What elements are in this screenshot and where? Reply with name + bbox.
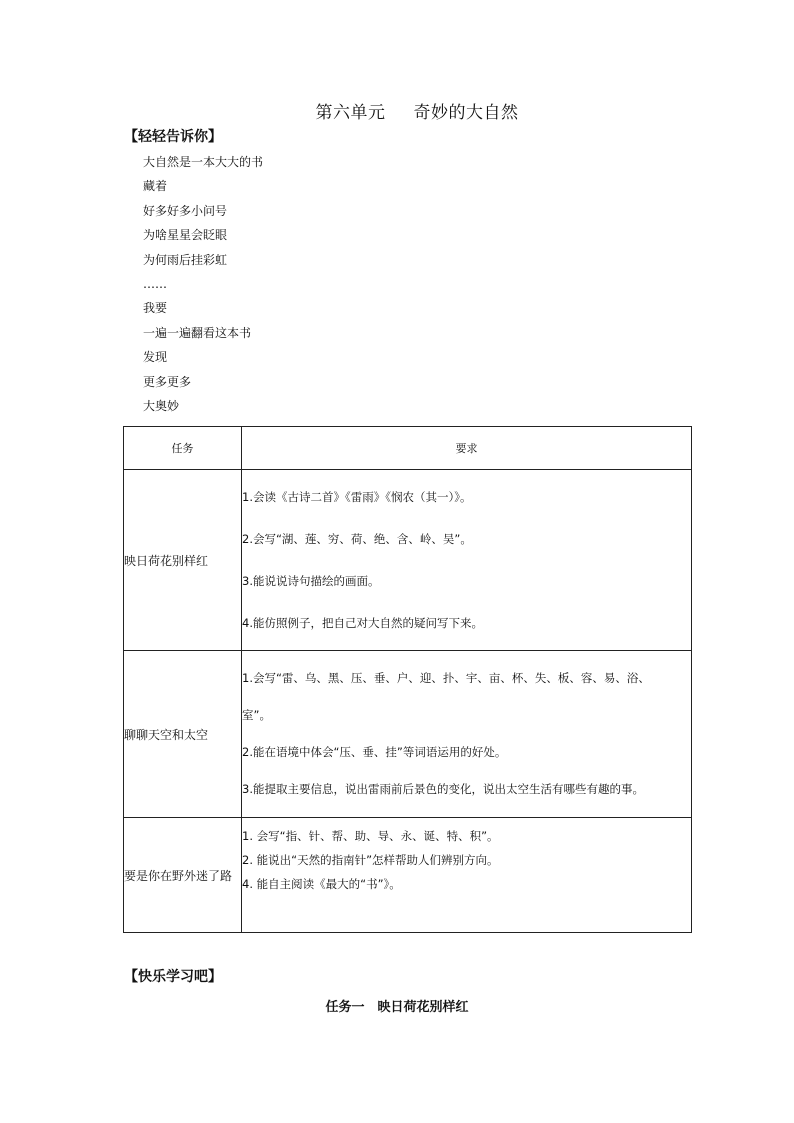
page-title — [20, 98, 794, 123]
poem-line: 大奥妙 — [143, 398, 180, 413]
requirement-item: 3.能提取主要信息，说出雷雨前后景色的变化，说出太空生活有哪些有趣的事。 — [242, 782, 644, 796]
poem-line: 好多好多小问号 — [143, 203, 228, 218]
poem-line: 为何雨后挂彩虹 — [143, 252, 228, 267]
requirement-item: 1.会写“雷、乌、黑、压、垂、户、迎、扑、宇、亩、杯、失、板、容、易、浴、 — [242, 671, 650, 685]
requirement-item: 2. 能说出“天然的指南针”怎样帮助人们辨别方向。 — [242, 853, 499, 867]
poem — [143, 153, 263, 421]
poem-line: …… — [143, 276, 167, 291]
task-subtitle: 任务一 映日荷花别样红 — [325, 1000, 469, 1015]
section-heading-happy-learning: 【快乐学习吧】 — [124, 969, 222, 985]
unit-label: 第六单元 — [315, 103, 386, 123]
section-heading-tell-you: 【轻轻告诉你】 — [124, 129, 222, 145]
table-row — [124, 651, 692, 818]
poem-line: 更多更多 — [143, 374, 192, 389]
poem-line: 藏着 — [143, 179, 168, 194]
table-header-row — [124, 427, 692, 470]
task-name: 聊聊天空和太空 — [124, 651, 242, 818]
requirement-item: 1.会读《古诗二首》《雷雨》《悯农（其一）》。 — [242, 490, 472, 504]
task-requirements — [242, 470, 692, 651]
task-requirements — [242, 818, 692, 933]
table-row — [124, 470, 692, 651]
header-task: 任务 — [124, 427, 242, 470]
task-name: 要是你在野外迷了路 — [124, 818, 242, 933]
task-name: 映日荷花别样红 — [124, 470, 242, 651]
requirement-item: 室”。 — [242, 708, 271, 722]
poem-line: 大自然是一本大大的书 — [143, 155, 264, 169]
poem-line: 一遍一遍翻看这本书 — [143, 325, 252, 340]
header-requirements: 要求 — [242, 427, 692, 470]
task-requirements — [242, 651, 692, 818]
poem-line: 为啥星星会眨眼 — [143, 228, 228, 243]
table-row — [124, 818, 692, 933]
poem-line: 我要 — [143, 301, 168, 316]
requirement-item: 3.能说说诗句描绘的画面。 — [242, 574, 380, 588]
task-table — [123, 426, 692, 933]
unit-name: 奇妙的大自然 — [413, 103, 519, 123]
requirement-item: 4.能仿照例子，把自己对大自然的疑问写下来。 — [242, 616, 483, 630]
requirement-item: 2.能在语境中体会“压、垂、挂”等词语运用的好处。 — [242, 745, 507, 759]
poem-line: 发现 — [143, 350, 168, 365]
requirement-item: 4. 能自主阅读《最大的“书”》。 — [242, 877, 401, 891]
requirement-item: 1. 会写“指、针、帮、助、导、永、诞、特、积”。 — [242, 829, 499, 843]
requirement-item: 2.会写“湖、莲、穷、荷、绝、含、岭、吴”。 — [242, 532, 472, 546]
